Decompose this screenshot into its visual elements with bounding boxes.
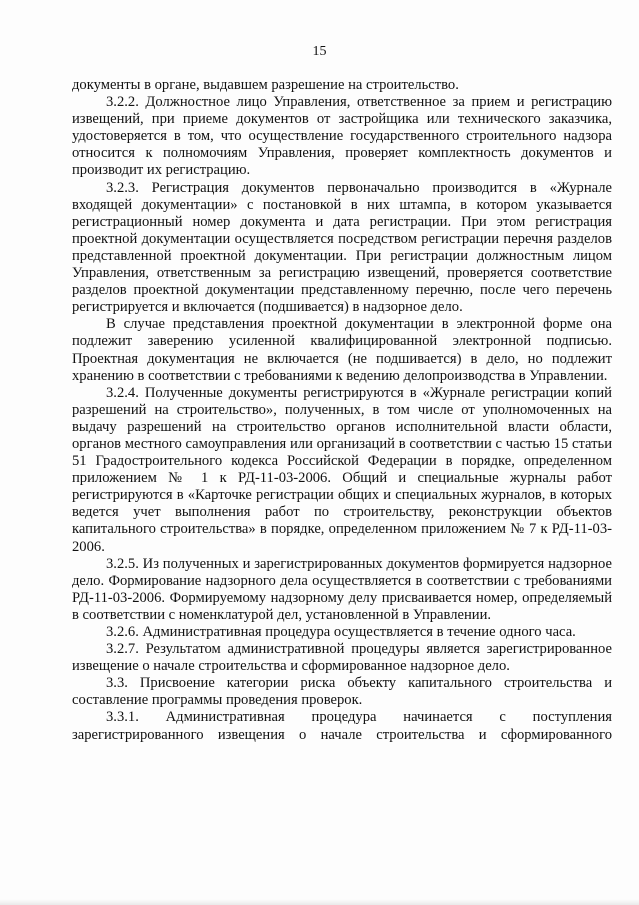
paragraph-3-2-4: 3.2.4. Полученные документы регистрируются в «Журнале регистрации копий разрешений на строительство», полученных, в том числе от уполномоченных на выдачу разрешений на строительство органов исполнительной власти области, органов местного самоуправления или организаций в соответствии с частью 15 статьи 51 Градостроительного кодекса Российской Федерации в порядке, определенном приложением № 1 к РД-11-03-2006. Общий и специальные журналы работ регистрируются в «Карточке регистрации общих и специальных журналов, в которых ведется учет выполнения работ по строительству, реконструкции объектов капитального строительства» в порядке, определенном приложением № 7 к РД-11-03-2006.: [72, 384, 612, 555]
document-body: [72, 77, 612, 744]
paragraph-3-3: 3.3. Присвоение категории риска объекту капитального строительства и составление программы проведения проверок.: [72, 675, 612, 709]
paragraph-electronic-form: В случае представления проектной документации в электронной форме она подлежит заверению усиленной квалифицированной электронной подписью. Проектная документация не включается (не подшивается) в дело, но подлежит хранению в соответствии с требованиями к ведению делопроизводства в Управлении.: [72, 316, 612, 384]
paragraph-3-2-7: 3.2.7. Результатом административной процедуры является зарегистрированное извещение о начале строительства и сформированное надзорное дело.: [72, 641, 612, 675]
paragraph-3-2-6: 3.2.6. Административная процедура осуществляется в течение одного часа.: [106, 624, 576, 640]
paragraph-3-2-2: 3.2.2. Должностное лицо Управления, ответственное за прием и регистрацию извещений, при приеме документов от застройщика или технического заказчика, удостоверяется в том, что осуществление государственного строительного надзора относится к полномочиям Управления, проверяет комплектность документов и производит их регистрацию.: [72, 94, 612, 179]
paragraph-continuation: документы в органе, выдавшем разрешение на строительство.: [72, 77, 459, 93]
paragraph-3-2-5: 3.2.5. Из полученных и зарегистрированных документов формируется надзорное дело. Формирование надзорного дела осуществляется в соответствии с требованиями РД-11-03-2006. Формируемому надзорному делу присваивается номер, определяемый в соответствии с номенклатурой дел, установленной в Управлении.: [72, 555, 612, 623]
paragraph-3-2-3: 3.2.3. Регистрация документов первоначально производится в «Журнале входящей документации» с постановкой в них штампа, в котором указывается регистрационный номер документа и дата регистрации. При этом регистрация проектной документации осуществляется посредством регистрации перечня разделов представленной проектной документации. При регистрации должностным лицом Управления, ответственным за регистрацию извещений, проверяется соответствие разделов проектной документации представленному перечню, после чего перечень регистрируется и включается (подшивается) в надзорное дело.: [72, 179, 612, 316]
scan-bottom-edge: [0, 899, 639, 905]
page-number: 15: [312, 44, 327, 59]
paragraph-3-3-1: 3.3.1. Административная процедура начинается с поступления зарегистрированного извещения о начале строительства и сформированного: [72, 709, 612, 743]
